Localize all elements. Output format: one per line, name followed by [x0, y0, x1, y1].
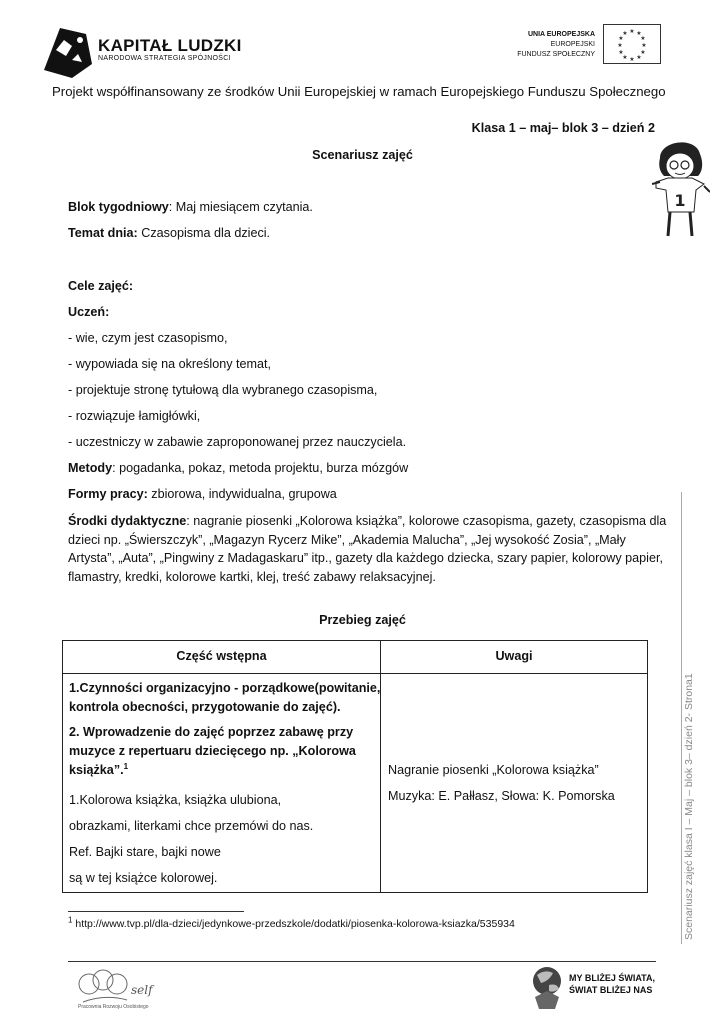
kapital-ludzki-subtitle: NARODOWA STRATEGIA SPÓJNOŚCI [98, 55, 231, 62]
goal-item: - wie, czym jest czasopismo, [68, 331, 228, 345]
ue-line1: UNIA EUROPEJSKA [527, 31, 595, 38]
table-item-2: 2. Wprowadzenie do zajęć poprzez zabawę przy muzyce z repertuaru dziecięcego np. „Kolorowa książka”.$^1$ [69, 725, 356, 777]
svg-text:★: ★ [622, 30, 628, 37]
block-line [68, 199, 313, 215]
kapital-ludzki-title: KAPITAŁ LUDZKI [98, 36, 242, 55]
footnote: $^1$ http://www.tvp.pl/dla-dzieci/jedynkowe-przedszkole/dodatki/piosenka-kolorowa-ksiazka/535934 [68, 915, 515, 930]
svg-text:★: ★ [629, 28, 635, 35]
forms-label: Formy pracy: [68, 487, 148, 501]
svg-text:★: ★ [641, 42, 647, 49]
song-lyrics [69, 787, 313, 891]
course-title: Przebieg zajęć [319, 613, 406, 627]
song-line: 1.Kolorowa książka, książka ulubiona, [69, 793, 282, 807]
topic-label: Temat dnia: [68, 226, 138, 240]
side-running-footer: Scenariusz zajęć klasa I – Maj – blok 3– dzień 2- Strona1 [683, 673, 695, 940]
goal-item: - rozwiązuje łamigłówki, [68, 409, 201, 423]
block-value: : Maj miesiącem czytania. [168, 200, 313, 214]
footer-divider [68, 961, 656, 962]
methods-value: : pogadanka, pokaz, metoda projektu, burza mózgów [112, 461, 409, 475]
project-cofinancing-line: Projekt współfinansowany ze środków Unii Europejskiej w ramach Europejskiego Funduszu Społecznego [52, 84, 666, 99]
goals-heading: Cele zajęć: [68, 279, 134, 293]
notes-line: Nagranie piosenki „Kolorowa książka” [388, 763, 599, 777]
self-brand-text: self [131, 983, 153, 997]
table-item-1: 1.Czynności organizacyjno - porządkowe(powitanie, kontrola obecności, przygotowanie do zajęć). [69, 681, 381, 714]
svg-text:★: ★ [629, 56, 635, 63]
eu-flag-icon [603, 24, 661, 64]
forms-line [68, 486, 337, 502]
svg-text:★: ★ [618, 35, 624, 42]
table-notes [388, 757, 615, 809]
means-line: dzieci np. „Świerszczyk”, „Magazyn Rycerz Mike”, „Akademia Malucha”, „Jej wysokość Zosia”, „Mały [68, 532, 626, 547]
mbs-slogan: MY BLIŻEJ ŚWIATA, ŚWIAT BLIŻEJ NAS [569, 973, 656, 995]
song-line: obrazkami, literkami chce przemówi do nas. [69, 819, 314, 833]
self-caption: Pracownia Rozwoju Osobistego [78, 1004, 149, 1010]
methods-line [68, 460, 408, 476]
lesson-table [62, 640, 648, 893]
class-line: Klasa 1 – maj– blok 3 – dzień 2 [471, 121, 655, 135]
ue-line2: EUROPEJSKI [550, 41, 595, 48]
footnote-url[interactable]: http://www.tvp.pl/dla-dzieci/jedynkowe-przedszkole/dodatki/piosenka-kolorowa-ksiazka/535934 [72, 918, 515, 930]
ue-label [517, 30, 595, 60]
scenario-title: Scenariusz zajęć [312, 148, 413, 162]
side-divider [681, 492, 682, 944]
topic-line [68, 225, 270, 241]
svg-text:★: ★ [636, 30, 642, 37]
svg-text:★: ★ [640, 49, 646, 56]
student-heading: Uczeń: [68, 305, 110, 319]
means-paragraph [68, 512, 666, 586]
goal-item: - projektuje stronę tytułową dla wybranego czasopisma, [68, 383, 378, 397]
svg-text:★: ★ [640, 35, 646, 42]
table-header-intro: Część wstępna [176, 649, 267, 663]
methods-label: Metody [68, 461, 113, 475]
svg-text:1: 1 [674, 191, 686, 210]
svg-text:★: ★ [618, 49, 624, 56]
footnote-divider [68, 911, 244, 912]
means-line: Artysta”, „Auta”, „Pingwiny z Madagaskaru” itp., gazety dla każdego dziecka, szary papier, kolorowy papier, [68, 551, 663, 565]
topic-value: Czasopisma dla dzieci. [137, 226, 271, 240]
globe-logo-icon [527, 963, 567, 1011]
song-line: Ref. Bajki stare, bajki nowe [69, 845, 221, 859]
means-line: : nagranie piosenki „Kolorowa książka”, kolorowe czasopisma, gazety, czasopisma dla [186, 514, 667, 528]
svg-text:★: ★ [622, 54, 628, 61]
footnote-ref: 1 [123, 761, 129, 771]
goal-item: - wypowiada się na określony temat, [68, 357, 271, 371]
means-line: flamastry, kredki, kolorowe kartki, klej, treść zabawy relaksacyjnej. [68, 569, 436, 584]
notes-line: Muzyka: E. Pałłasz, Słowa: K. Pomorska [388, 789, 615, 803]
forms-value: zbiorowa, indywidualna, grupowa [147, 487, 337, 501]
table-header-notes: Uwagi [495, 649, 533, 663]
song-line: są w tej książce kolorowej. [69, 871, 218, 885]
means-label: Środki dydaktyczne [68, 514, 187, 528]
svg-text:★: ★ [617, 42, 623, 49]
ue-line3: FUNDUSZ SPOŁECZNY [517, 51, 595, 58]
block-label: Blok tygodniowy [68, 200, 169, 214]
goal-item: - uczestniczy w zabawie zaproponowanej przez nauczyciela. [68, 435, 407, 449]
svg-text:★: ★ [636, 54, 642, 61]
